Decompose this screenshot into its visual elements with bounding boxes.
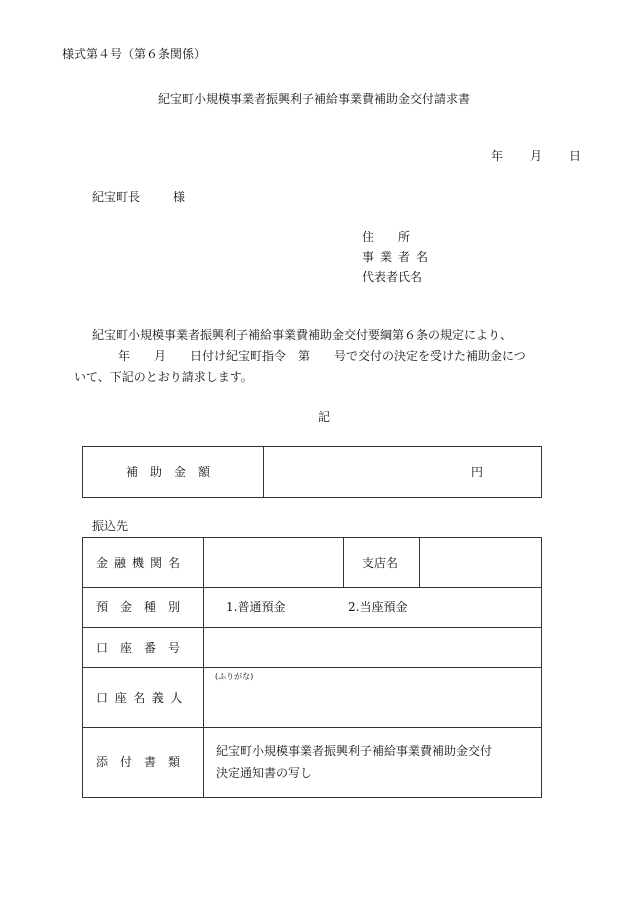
address-label: 住 所: [362, 230, 411, 244]
transfer-heading: 振込先: [92, 519, 129, 533]
body-line-3: いて、下記のとおり請求します。: [74, 370, 253, 384]
account-number-label: 口座番号: [96, 641, 193, 655]
amount-label: 補助金額: [126, 465, 223, 479]
furigana-note: (ふりがな): [215, 672, 254, 681]
date-year-label: 年: [491, 149, 504, 163]
deposit-option-ordinary: 1.普通預金: [226, 600, 286, 614]
form-number: 様式第４号（第６条関係）: [62, 47, 207, 61]
body-line-2: 年 月 日付け紀宝町指令 第 号で交付の決定を受けた補助金につ: [118, 349, 526, 363]
addressee-name: 紀宝町長: [92, 190, 141, 204]
deposit-option-current: 2.当座預金: [348, 600, 408, 614]
amount-divider: [263, 446, 264, 498]
business-name-label: 事業者名: [362, 250, 435, 264]
row-divider-4: [82, 727, 542, 728]
deposit-type-label: 預金種別: [96, 600, 193, 614]
addressee-honorific: 様: [173, 190, 186, 204]
attachment-line-2: 決定通知書の写し: [216, 766, 313, 780]
branch-divider-right: [419, 537, 420, 587]
body-line-1: 紀宝町小規模事業者振興利子補給事業費補助金交付要綱第６条の規定により、: [92, 328, 513, 342]
row-divider-3: [82, 667, 542, 668]
representative-name-label: 代表者氏名: [362, 270, 423, 284]
date-month-label: 月: [530, 149, 543, 163]
attachment-line-1: 紀宝町小規模事業者振興利子補給事業費補助金交付: [216, 744, 493, 758]
row-divider-2: [82, 627, 542, 628]
account-holder-label: 口座名義人: [96, 691, 190, 705]
note-heading: 記: [318, 410, 331, 424]
date-day-label: 日: [569, 149, 582, 163]
row-divider-1: [82, 587, 542, 588]
amount-unit: 円: [471, 465, 484, 479]
branch-name-label: 支店名: [362, 556, 399, 570]
branch-divider-left: [343, 537, 344, 587]
document-title: 紀宝町小規模事業者振興利子補給事業費補助金交付請求書: [158, 92, 471, 106]
attachment-label: 添付書類: [96, 755, 193, 769]
bank-name-label: 金融機関名: [96, 556, 187, 570]
